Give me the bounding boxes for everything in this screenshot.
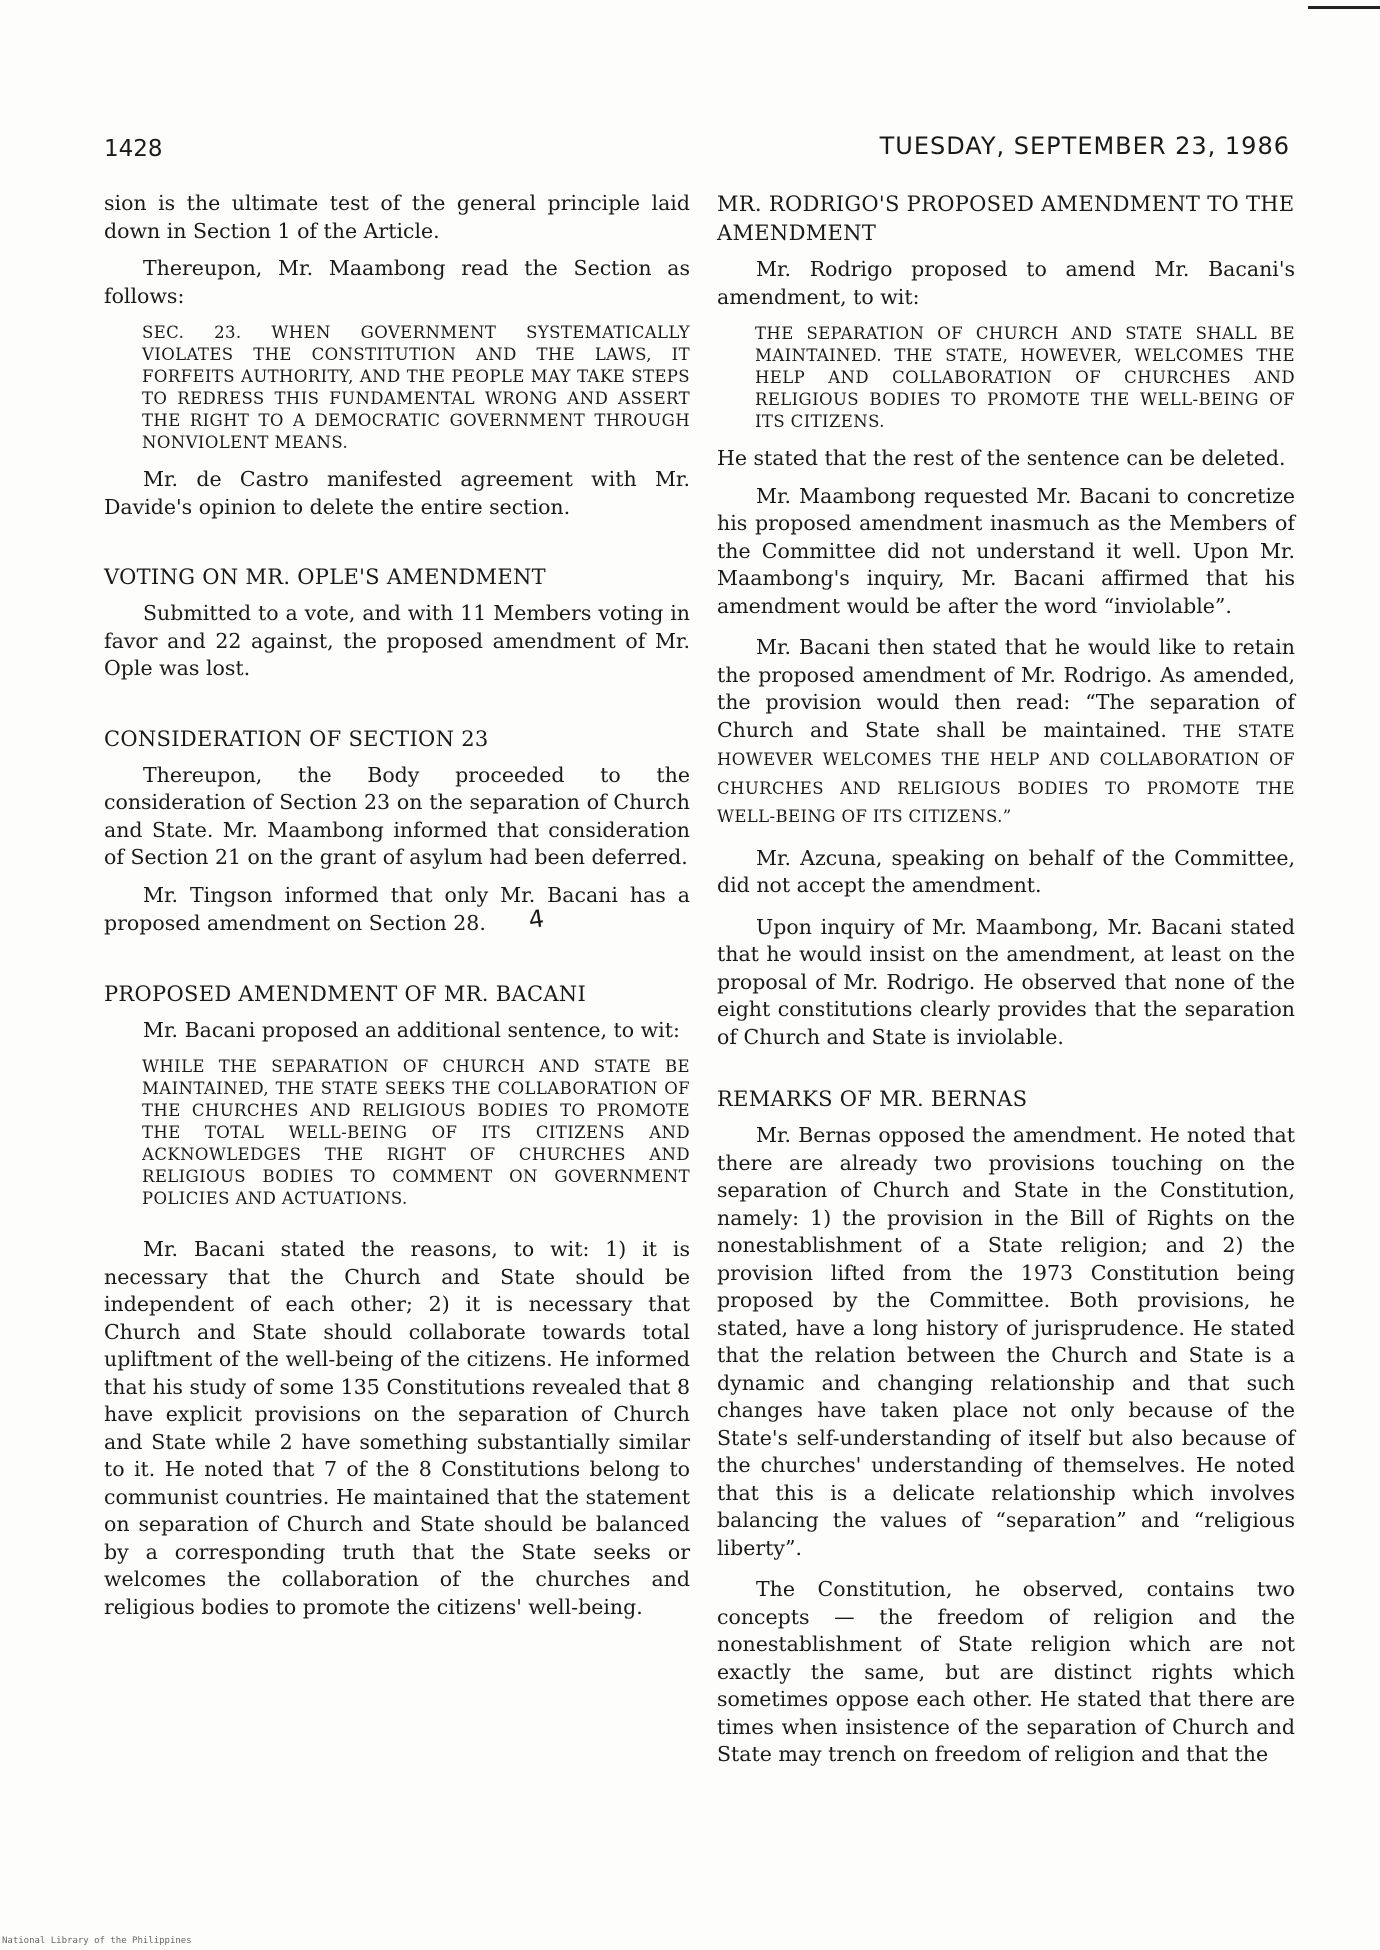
left-paragraph-4: Submitted to a vote, and with 11 Members voting in favor and 22 against, the proposed amendment of Mr. Ople was lost. [104, 601, 690, 680]
page-date: TUESDAY, SEPTEMBER 23, 1986 [879, 132, 1290, 160]
left-column [104, 190, 690, 1621]
right-paragraph-4 [717, 634, 1295, 831]
left-paragraph-7: Mr. Bacani proposed an additional sentence, to wit: [143, 1017, 680, 1042]
heading-voting-ople: VOTING ON MR. OPLE'S AMENDMENT [104, 565, 546, 589]
right-paragraph-3: Mr. Maambong requested Mr. Bacani to concretize his proposed amendment inasmuch as the Members of the Committee did not understand it well. Upon Mr. Maambong's inquiry, Mr. Bacani affirmed that his amendment would be after the word “inviolable”. [717, 483, 1295, 618]
heading-proposed-amendment-bacani: PROPOSED AMENDMENT OF MR. BACANI [104, 981, 587, 1006]
right-column [717, 190, 1295, 1769]
page-number: 1428 [104, 136, 163, 162]
left-paragraph-5: Thereupon, the Body proceeded to the consideration of Section 23 on the separation of Church and State. Mr. Maambong informed that consideration of Section 21 on the grant of asylum had been deferred. [104, 762, 690, 869]
heading-remarks-bernas: REMARKS OF MR. BERNAS [717, 1087, 1028, 1111]
left-paragraph-6 [104, 882, 690, 938]
right-paragraph-4-text: Mr. Bacani then stated that he would like to retain the proposed amendment of Mr. Rodrigo. As amended, the provision would then read: “The separation of Church and State shall be maintained. [717, 635, 1295, 742]
right-paragraph-5: Mr. Azcuna, speaking on behalf of the Committee, did not accept the amendment. [717, 845, 1295, 897]
scan-edge-mark [1308, 6, 1380, 9]
right-paragraph-7: Mr. Bernas opposed the amendment. He noted that there are already two provisions touching on the separation of Church and State in the Constitution, namely: 1) the provision in the Bill of Rights on the nonestablishment of a State religion; and 2) the provision lifted from the 1973 Constitution being proposed by the Committee. Both provisions, he stated, have a long history of jurisprudence. He stated that the relation between the Church and State is a dynamic and changing relationship and that such changes have taken place not only because of the State's self-understanding of itself but also because of the churches' understanding of themselves. He noted that this is a delicate relationship which involves balancing the values of “separation” and “religious liberty”. [717, 1123, 1295, 1560]
rodrigo-amendment-quote: THE SEPARATION OF CHURCH AND STATE SHALL BE MAINTAINED. THE STATE, HOWEVER, WELCOMES THE HELP AND COLLABORATION OF CHURCHES AND RELIGIOUS BODIES TO PROMOTE THE WELL-BEING OF ITS CITIZENS. [755, 324, 1295, 431]
heading-rodrigo-amendment: MR. RODRIGO'S PROPOSED AMENDMENT TO THE AMENDMENT [717, 192, 1295, 245]
bacani-amendment-quote: WHILE THE SEPARATION OF CHURCH AND STATE BE MAINTAINED, THE STATE SEEKS THE COLLABORATION OF THE CHURCHES AND RELIGIOUS BODIES TO PROMOTE THE TOTAL WELL-BEING OF ITS CITIZENS AND ACKNOWLEDGES THE RIGHT OF CHURCHES AND RELIGIOUS BODIES TO COMMENT ON GOVERNMENT POLICIES AND ACTUATIONS. [142, 1057, 690, 1208]
right-paragraph-2: He stated that the rest of the sentence can be deleted. [717, 446, 1286, 470]
section-23-quote: SEC. 23. WHEN GOVERNMENT SYSTEMATICALLY VIOLATES THE CONSTITUTION AND THE LAWS, IT FORFEITS AUTHORITY, AND THE PEOPLE MAY TAKE STEPS TO REDRESS THIS FUNDAMENTAL WRONG AND ASSERT THE RIGHT TO A DEMOCRATIC GOVERNMENT THROUGH NONVIOLENT MEANS. [142, 323, 690, 452]
left-paragraph-6-text: Mr. Tingson informed that only Mr. Bacani has a proposed amendment on Section 28. [104, 882, 690, 935]
left-paragraph-8: Mr. Bacani stated the reasons, to wit: 1) it is necessary that the Church and State should be independent of each other; 2) it is necessary that Church and State should collaborate towards total upliftment of the well-being of the citizens. He informed that his study of some 135 Constitutions revealed that 8 have explicit provisions on the separation of Church and State while 2 have something substantially similar to it. He noted that 7 of the 8 Constitutions belong to communist countries. He maintained that the statement on separation of Church and State should be balanced by a corresponding truth that the State seeks or welcomes the collaboration of the churches and religious bodies to promote the citizens' well-being. [104, 1237, 690, 1619]
right-paragraph-6: Upon inquiry of Mr. Maambong, Mr. Bacani stated that he would insist on the amendment, at least on the proposal of Mr. Rodrigo. He observed that none of the eight constitutions clearly provides that the separation of Church and State is inviolable. [717, 914, 1295, 1049]
right-paragraph-8: The Constitution, he observed, contains two concepts — the freedom of religion and the nonestablishment of State religion which are not exactly the same, but are distinct rights which sometimes oppose each other. He stated that there are times when insistence of the separation of Church and State may trench on freedom of religion and that the [717, 1577, 1295, 1766]
left-paragraph-1: sion is the ultimate test of the general principle laid down in Section 1 of the Article. [104, 191, 690, 243]
left-paragraph-3: Mr. de Castro manifested agreement with Mr. Davide's opinion to delete the entire section. [104, 467, 690, 519]
right-paragraph-4-caps: THE STATE HOWEVER WELCOMES THE HELP AND COLLABORATION OF CHURCHES AND RELIGIOUS BODIES TO PROMOTE THE WELL-BEING OF ITS CITIZENS.” [717, 721, 1295, 826]
left-paragraph-2: Thereupon, Mr. Maambong read the Section as follows: [104, 256, 690, 308]
handwritten-correction: 4 [526, 904, 546, 935]
scan-footer-note: National Library of the Philippines [2, 1936, 192, 1946]
heading-consideration-section-23: CONSIDERATION OF SECTION 23 [104, 726, 489, 751]
right-paragraph-1: Mr. Rodrigo proposed to amend Mr. Bacani's amendment, to wit: [717, 257, 1295, 309]
